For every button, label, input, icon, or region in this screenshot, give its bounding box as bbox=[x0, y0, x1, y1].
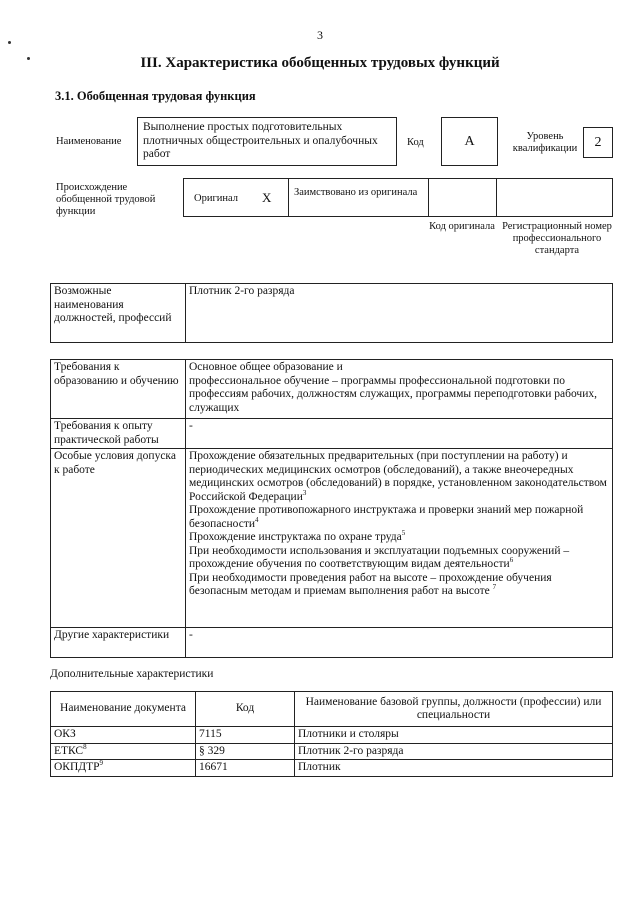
admission-item: При необходимости использования и эксплуатации подъемных сооружений – прохождение обучения по соответствующим видам деятельности$^6$ bbox=[189, 544, 570, 570]
subsection-title: 3.1. Обобщенная трудовая функция bbox=[55, 89, 256, 103]
borrowed-label: Заимствовано из оригинала bbox=[294, 187, 418, 198]
other-label: Другие характеристики bbox=[51, 628, 186, 658]
additional-title: Дополнительные характеристики bbox=[50, 668, 214, 680]
row-code: § 329 bbox=[196, 743, 295, 760]
other-value: - bbox=[186, 628, 613, 658]
row-doc: ОКЗ bbox=[51, 727, 196, 744]
original-label: Оригинал bbox=[194, 193, 238, 204]
name-value: Выполнение простых подготовительных плотничных общестроительных и опалубочных работ bbox=[143, 121, 378, 160]
col-name-header: Наименование базовой группы, должности (профессии) или специальности bbox=[295, 692, 613, 727]
admission-item: Прохождение противопожарного инструктажа и проверки знаний мер пожарной безопасности$^4$ bbox=[189, 504, 584, 530]
positions-table bbox=[50, 283, 613, 343]
row-name: Плотник bbox=[295, 760, 613, 777]
row-code: 7115 bbox=[196, 727, 295, 744]
code-label: Код bbox=[407, 137, 424, 148]
row-doc: ОКПДТР$^9$ bbox=[51, 760, 196, 777]
divider bbox=[496, 179, 497, 216]
level-value: 2 bbox=[583, 127, 613, 158]
name-label: Наименование bbox=[56, 136, 122, 147]
experience-value: - bbox=[186, 419, 613, 449]
admission-label: Особые условия допуска к работе bbox=[51, 449, 186, 628]
original-mark: X bbox=[262, 190, 272, 205]
education-line2: профессиональное обучение – программы профессиональной подготовки по профессиям рабочих, должностям служащих, программы переподготовки рабочих, служащих bbox=[189, 374, 597, 414]
admission-item: Прохождение обязательных предварительных (при поступлении на работу) и периодических медицинских осмотров (обследований), а также внеочередных медицинских осмотров (обследований) в порядке, установленном законодательством Российской Федерации$^3$ bbox=[189, 450, 607, 503]
row-code: 16671 bbox=[196, 760, 295, 777]
reg-number-caption: Регистрационный номер профессионального стандарта bbox=[502, 221, 612, 256]
admission-item: При необходимости проведения работ на высоте – прохождение обучения безопасным методам и приемам выполнения работ на высоте $^7$ bbox=[189, 571, 552, 597]
page-number: 3 bbox=[317, 28, 323, 42]
level-label: Уровень квалификации bbox=[512, 131, 578, 154]
divider bbox=[428, 179, 429, 216]
education-value bbox=[186, 360, 613, 419]
col-doc-header: Наименование документа bbox=[51, 692, 196, 727]
divider bbox=[288, 179, 289, 216]
positions-label: Возможные наименования должностей, профессий bbox=[51, 284, 186, 343]
code-value: А bbox=[441, 117, 498, 166]
origin-table bbox=[183, 178, 613, 217]
table-row bbox=[51, 727, 613, 744]
section-title: III. Характеристика обобщенных трудовых функций bbox=[140, 55, 500, 71]
education-label: Требования к образованию и обучению bbox=[51, 360, 186, 419]
name-value-box bbox=[137, 117, 397, 166]
admission-item: Прохождение инструктажа по охране труда$^5$ bbox=[189, 529, 406, 543]
requirements-table bbox=[50, 359, 613, 658]
additional-table bbox=[50, 691, 613, 777]
table-row bbox=[51, 743, 613, 760]
table-row bbox=[51, 760, 613, 777]
row-name: Плотники и столяры bbox=[295, 727, 613, 744]
code-original-caption: Код оригинала bbox=[429, 221, 495, 232]
experience-label: Требования к опыту практической работы bbox=[51, 419, 186, 449]
row-name: Плотник 2-го разряда bbox=[295, 743, 613, 760]
admission-value bbox=[186, 449, 613, 628]
positions-value: Плотник 2-го разряда bbox=[186, 284, 613, 343]
origin-label: Происхождение обобщенной трудовой функции bbox=[56, 182, 156, 217]
education-line1: Основное общее образование и bbox=[189, 361, 343, 373]
col-code-header: Код bbox=[196, 692, 295, 727]
row-doc: ЕТКС$^8$ bbox=[51, 743, 196, 760]
